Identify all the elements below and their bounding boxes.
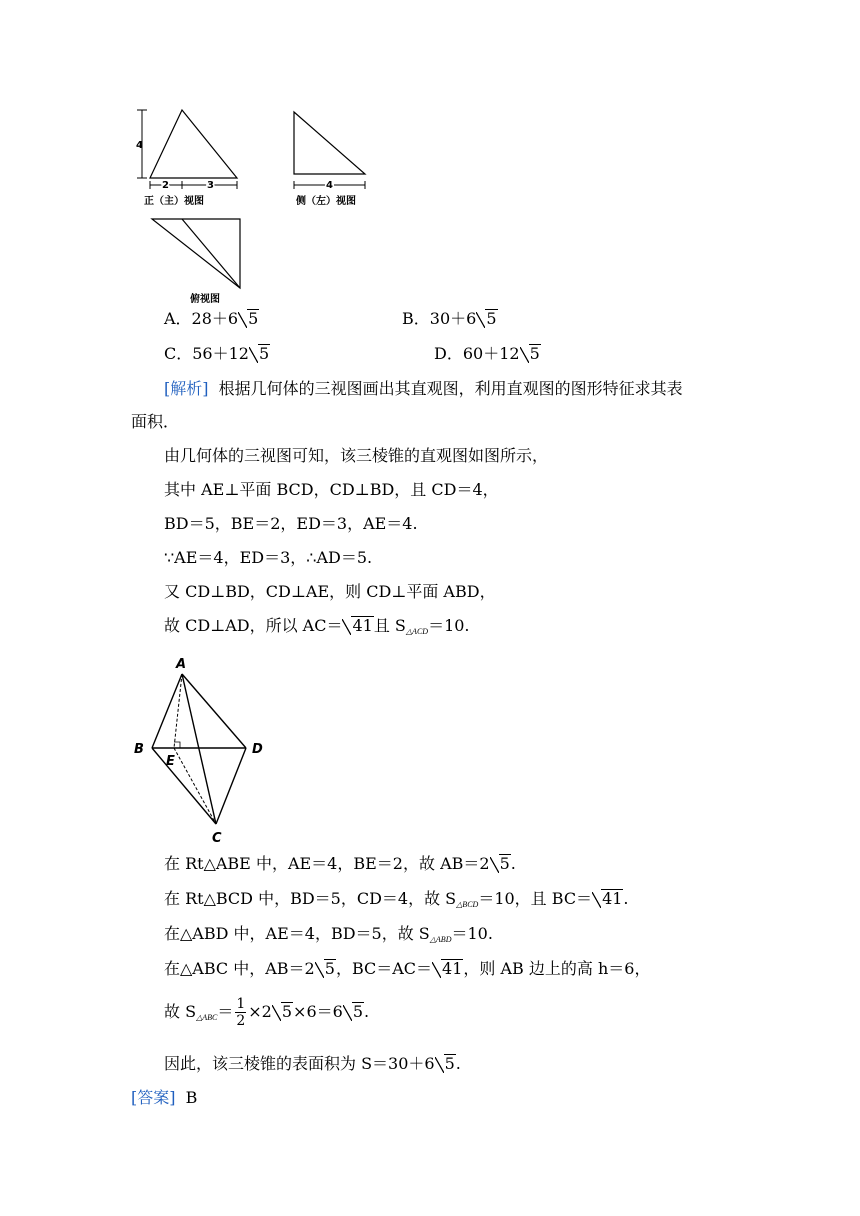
radical: 5: [272, 1000, 293, 1024]
fraction: $\frac{1}{2}$: [236, 996, 246, 1029]
vertex-a: A: [176, 657, 187, 672]
answer-tag: [答案]: [131, 1088, 176, 1107]
vertex-d: D: [252, 742, 263, 757]
analysis-line-3: BD＝5，BE＝2，ED＝3，AE＝4.: [164, 514, 418, 533]
radical: 41: [432, 957, 463, 981]
step-3: 在△ABD 中，AE＝4，BD＝5，故 $S_{\triangle ABD}=10$.: [164, 924, 493, 944]
radical: 41: [592, 887, 623, 911]
radical: 5: [476, 307, 497, 331]
radical: 5: [343, 1000, 364, 1024]
top-view-label: 俯视图: [190, 294, 220, 305]
front-view-triangle: [150, 110, 237, 178]
three-view-figure: [130, 104, 390, 308]
side-width-dim: 4: [326, 180, 333, 191]
front-right-dim: 3: [207, 180, 214, 191]
analysis-intro-line2: 面积．: [131, 412, 180, 431]
step-1: 在 Rt△ABE 中，AE＝4，BE＝2，故 AB＝2 5.: [164, 852, 516, 876]
answer-value: B: [185, 1088, 198, 1107]
analysis-intro-line1: [解析] 根据几何体的三视图画出其直观图，利用直观图的图形特征求其表: [164, 379, 683, 398]
side-view-label: 侧（左）视图: [296, 196, 356, 207]
option-b[interactable]: B．30＋6 5: [402, 307, 498, 331]
vertex-b: B: [134, 742, 144, 757]
front-left-dim: 2: [162, 180, 169, 191]
option-c[interactable]: C．56＋12 5: [164, 342, 270, 366]
radical: 5: [249, 342, 270, 366]
pyramid-figure: [128, 652, 278, 848]
radical: 5: [435, 1052, 456, 1076]
analysis-line-2: 其中 AE⊥平面 BCD，CD⊥BD，且 CD＝4，: [164, 480, 499, 499]
step-5: 故 $S_{\triangle ABC}=$ $\frac{1}{2}$ ×2 5×6＝6 5.: [164, 996, 370, 1029]
step-4: 在△ABC 中，AB＝2 5，BC＝AC＝ 41，则 AB 边上的高 h＝6，: [164, 957, 650, 981]
analysis-line-1: 由几何体的三视图可知，该三棱锥的直观图如图所示，: [164, 446, 549, 465]
radical: 5: [490, 852, 511, 876]
top-view-triangle: [152, 219, 240, 288]
step-6: 因此，该三棱锥的表面积为 S＝30＋6 5.: [164, 1052, 461, 1076]
step-2: 在 Rt△BCD 中，BD＝5，CD＝4，故 $S_{\triangle BCD}=10$，且 BC＝ 41.: [164, 889, 629, 909]
option-d[interactable]: D．60＋12 5: [434, 342, 541, 366]
answer-line: [131, 1086, 197, 1110]
radical: 5: [520, 342, 541, 366]
vertex-c: C: [212, 831, 222, 846]
analysis-line-6: 故 CD⊥AD，所以 AC＝ 41且 $S_{\triangle ACD}=10$.: [164, 616, 470, 636]
option-a[interactable]: A．28＋6 5: [164, 307, 259, 331]
front-height-label: 4: [136, 140, 143, 151]
side-view-triangle: [294, 112, 365, 174]
analysis-line-5: 又 CD⊥BD，CD⊥AE，则 CD⊥平面 ABD，: [164, 582, 496, 601]
radical: 5: [315, 957, 336, 981]
vertex-e: E: [166, 754, 175, 769]
radical: 5: [238, 307, 259, 331]
front-view-label: 正（主）视图: [144, 196, 204, 207]
radical: 41: [342, 614, 373, 638]
analysis-line-4: ∵AE＝4，ED＝3，∴AD＝5.: [164, 548, 373, 567]
analysis-tag: [解析]: [164, 379, 209, 398]
